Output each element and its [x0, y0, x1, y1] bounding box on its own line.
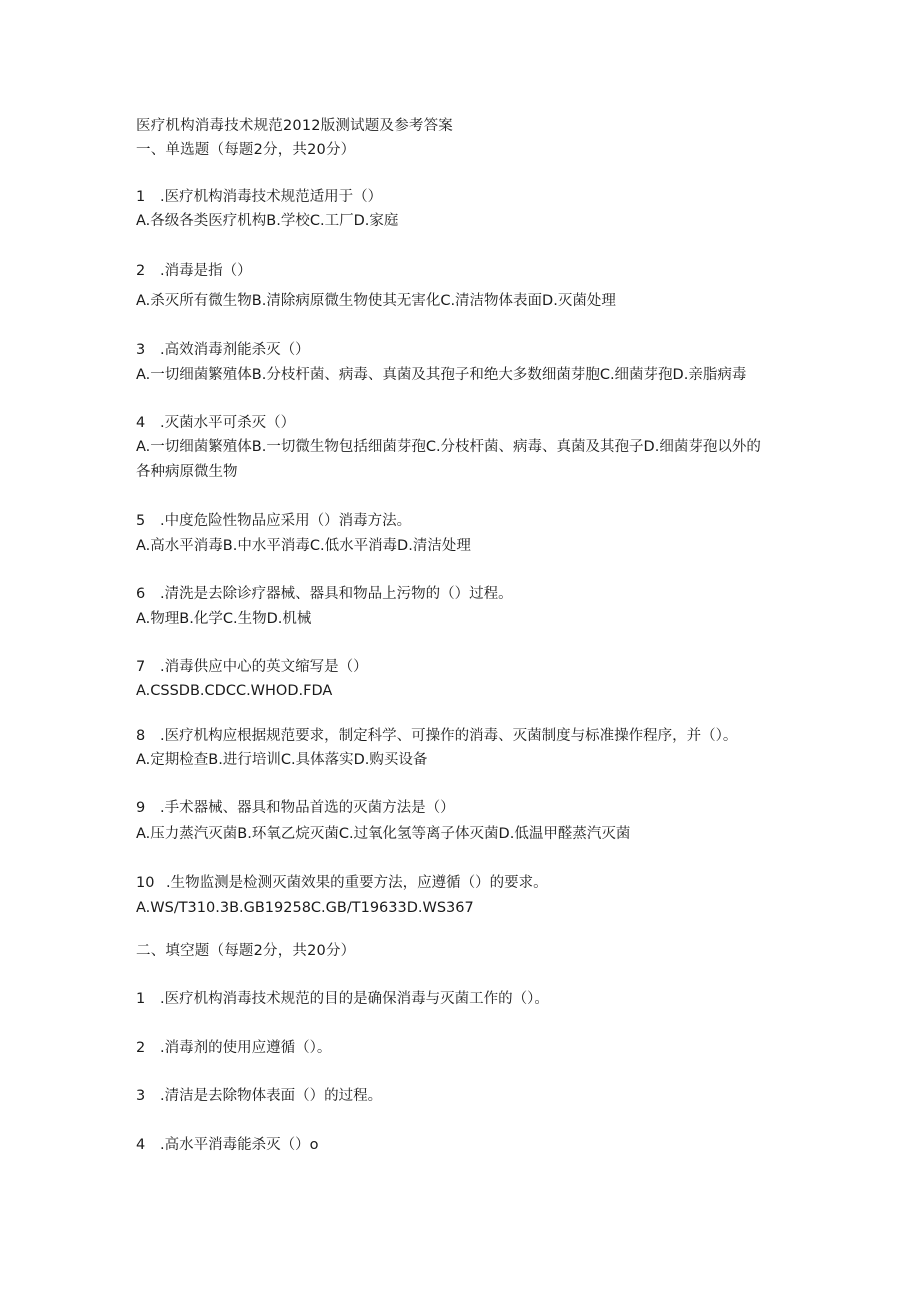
question-options: A.杀灭所有微生物B.清除病原微生物使其无害化C.清洁物体表面D.灭菌处理 [136, 293, 616, 309]
question-number: 3 [136, 1088, 146, 1104]
question-number: 1 [136, 189, 146, 205]
question-stem [136, 340, 310, 360]
question-options: A.高水平消毒B.中水平消毒C.低水平消毒D.清洁处理 [136, 538, 471, 554]
question-stem [136, 873, 548, 893]
question-text: .清洁是去除物体表面（）的过程。 [160, 1088, 383, 1104]
question-number: 2 [136, 263, 146, 279]
question-text: .消毒供应中心的英文缩写是（） [160, 659, 368, 675]
question-options: A.一切细菌繁殖体B.分枝杆菌、病毒、真菌及其孢子和绝大多数细菌芽胞C.细菌芽孢D.亲脂病毒 [136, 367, 747, 383]
question-text: .手术器械、器具和物品首选的灭菌方法是（） [160, 800, 455, 816]
question-text: .消毒是指（） [160, 263, 252, 279]
question-options: A.物理B.化学C.生物D.机械 [136, 611, 312, 627]
question-stem [136, 261, 252, 281]
question-options: A.各级各类医疗机构B.学校C.工厂D.家庭 [136, 213, 399, 229]
question-text: .灭菌水平可杀灭（） [160, 415, 296, 431]
question-stem [136, 187, 382, 207]
question-stem [136, 798, 455, 818]
question-number: 9 [136, 800, 146, 816]
question-stem [136, 657, 368, 677]
question-number: 7 [136, 659, 146, 675]
question-number: 8 [136, 728, 146, 744]
question-stem [136, 1135, 318, 1155]
question-text: .高水平消毒能杀灭（）o [160, 1137, 319, 1153]
question-stem [136, 511, 411, 531]
question-options-continued: 各种病原微生物 [136, 464, 238, 480]
question-text: .中度危险性物品应采用（）消毒方法。 [160, 513, 412, 529]
question-number: 3 [136, 342, 146, 358]
question-options: A.压力蒸汽灭菌B.环氧乙烷灭菌C.过氧化氢等离子体灭菌D.低温甲醛蒸汽灭菌 [136, 826, 631, 842]
question-text: .清洗是去除诊疗器械、器具和物品上污物的（）过程。 [160, 586, 513, 602]
question-number: 2 [136, 1040, 146, 1056]
question-stem [136, 989, 549, 1009]
question-options: A.CSSDB.CDCC.WHOD.FDA [136, 683, 333, 699]
question-number: 1 [136, 991, 146, 1007]
document-title: 医疗机构消毒技术规范2012版测试题及参考答案 [136, 118, 453, 134]
question-stem [136, 726, 737, 746]
question-text: .医疗机构应根据规范要求，制定科学、可操作的消毒、灭菌制度与标准操作程序，并（）。 [160, 728, 738, 744]
question-stem [136, 1086, 382, 1106]
question-number: 5 [136, 513, 146, 529]
question-text: .医疗机构消毒技术规范的目的是确保消毒与灭菌工作的（）。 [160, 991, 549, 1007]
question-number: 4 [136, 415, 146, 431]
section-heading-single-choice: 一、单选题（每题2分，共20分） [136, 142, 356, 158]
question-text: .医疗机构消毒技术规范适用于（） [160, 189, 383, 205]
question-text: .生物监测是检测灭菌效果的重要方法，应遵循（）的要求。 [166, 875, 548, 891]
section-heading-fill-blank: 二、填空题（每题2分，共20分） [136, 943, 356, 959]
question-options: A.一切细菌繁殖体B.一切微生物包括细菌芽孢C.分枝杆菌、病毒、真菌及其孢子D.细菌芽孢以外的 [136, 439, 761, 455]
question-stem [136, 1038, 331, 1058]
question-options: A.WS/T310.3B.GB19258C.GB/T19633D.WS367 [136, 900, 474, 916]
question-text: .高效消毒剂能杀灭（） [160, 342, 310, 358]
question-options: A.定期检查B.进行培训C.具体落实D.购买设备 [136, 752, 428, 768]
question-number: 4 [136, 1137, 146, 1153]
question-stem [136, 584, 513, 604]
question-text: .消毒剂的使用应遵循（）。 [160, 1040, 332, 1056]
question-number: 6 [136, 586, 146, 602]
question-number: 10 [136, 875, 155, 891]
question-stem [136, 413, 295, 433]
